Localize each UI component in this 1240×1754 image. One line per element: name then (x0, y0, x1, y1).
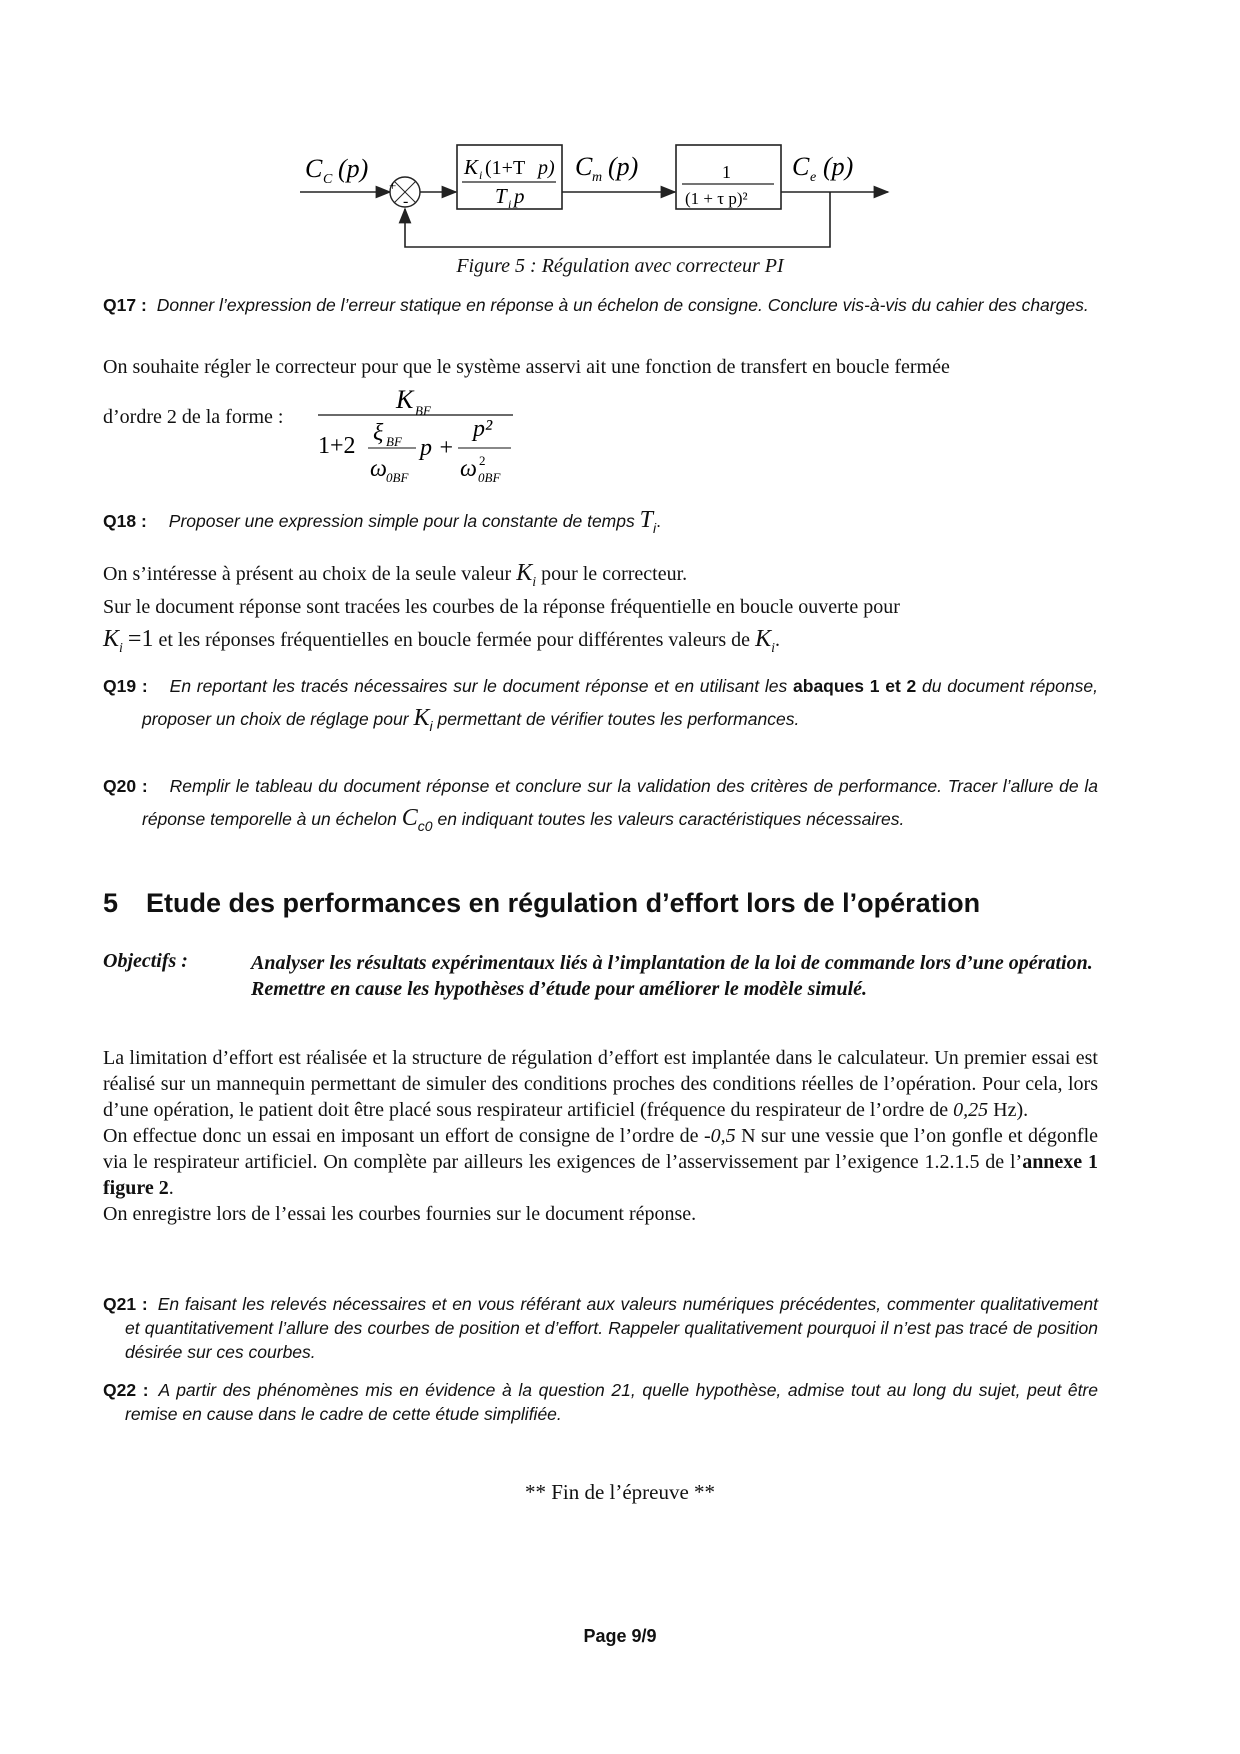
question-19: Q19 : En reportant les tracés nécessaires sur le document réponse et en utilisant les abaques 1 et 2 du document réponse, proposer un choix de réglage pour $K_i$ permettant de vérifier toutes les performances. (103, 676, 1098, 734)
input-sub: C (323, 172, 333, 187)
svg-text:K: K (396, 385, 414, 414)
body-paragraph: La limitation d’effort est réalisée et la structure de régulation d’effort est implantée dans le calculateur. Un premier essai est réalisé sur un mannequin permettant de simuler des conditions proches des conditions réelles de l’opération. Pour cela, lors d’une opération, le patient doit être placé sous respirateur artificiel (fréquence du respirateur de l’ordre de 0,25 Hz). On effectue donc un essai en imposant un effort de consigne de l’ordre de -0,5 N sur une vessie que l’on gonfle et dégonfle via le respirateur artificiel. On complète par ailleurs les exigences de l’asservissement par l’exigence 1.2.1.5 de l’annexe 1 figure 2. On enregistre lors de l’essai les courbes fournies sur le document réponse. (103, 1047, 1099, 1225)
question-22: Q22 : A partir des phénomènes mis en évidence à la question 21, quelle hypothèse, admise tout au long du sujet, peut être remise en cause dans le cadre de cette étude simplifiée. (103, 1380, 1098, 1424)
svg-text:ω: ω (370, 456, 387, 482)
svg-text:1: 1 (722, 162, 731, 182)
input-label: C (305, 154, 323, 183)
svg-text:m: m (592, 170, 603, 185)
end-text: ** Fin de l’épreuve ** (524, 1480, 716, 1504)
svg-text:2: 2 (479, 453, 486, 468)
svg-text:(p): (p) (823, 152, 854, 181)
svg-text:(p): (p) (608, 152, 639, 181)
question-20: Q20 : Remplir le tableau du document réponse et conclure sur la validation des critères de performance. Tracer l’allure de la réponse temporelle à un échelon $C_{c0}$ en indiquant toutes les valeurs caractéristiques nécessaires. (103, 776, 1098, 834)
svg-text:e: e (810, 170, 817, 185)
objectives-label: Objectifs : (103, 950, 188, 972)
paragraph-line-3: $K_i =1$ et les réponses fréquentielles en boucle fermée pour différentes valeurs de $K_i$. (103, 626, 780, 656)
svg-text:p): p) (538, 157, 555, 179)
svg-text:ω: ω (460, 456, 477, 482)
paragraph-ki-choice: On s’intéresse à présent au choix de la seule valeur $K_i$ pour le correcteur. (103, 560, 688, 590)
objectives-text: Analyser les résultats expérimentaux liés à l’implantation de la loi de commande lors d’une opération. Remettre en cause les hypothèses d’étude pour améliorer le modèle simulé. (251, 952, 1093, 1000)
intro-line-2: d’ordre 2 de la forme : (103, 406, 284, 428)
question-label: Q17 : (103, 295, 147, 315)
svg-text:p: p (514, 184, 525, 208)
block-diagram (290, 140, 910, 255)
figure-caption: Figure 5 : Régulation avec correcteur PI (456, 255, 784, 277)
input-arg: (p) (338, 154, 369, 183)
svg-text:p +: p + (420, 435, 455, 461)
transfer-function-formula (318, 380, 518, 490)
section-heading: 5 Etude des performances en régulation d’effort lors de l’opération (103, 888, 981, 918)
page-footer: Page 9/9 (583, 1626, 657, 1646)
svg-text:i: i (479, 168, 483, 182)
svg-text:K: K (464, 155, 479, 179)
svg-text:p²: p² (473, 416, 493, 442)
svg-text:i: i (508, 197, 512, 211)
svg-text:BF: BF (386, 434, 402, 449)
svg-text:(1 + τ p)²: (1 + τ p)² (685, 189, 748, 208)
svg-text:BF: BF (415, 403, 431, 418)
intro-line-1: On souhaite régler le correcteur pour que le système asservi ait une fonction de transfert en boucle fermée (103, 356, 950, 378)
minus-sign: - (403, 193, 409, 210)
svg-text:1+2: 1+2 (318, 433, 356, 459)
svg-text:T: T (495, 184, 507, 208)
output-label: C (792, 152, 810, 181)
question-21: Q21 : En faisant les relevés nécessaires et en vous référant aux valeurs numériques précédentes, commenter qualitativement et quantitativement l’allure des courbes de position et d’effort. Rappeler qualitativement pourquoi il n’est pas tracé de position désirée sur ces courbes. (103, 1294, 1098, 1362)
question-18: Q18 : Proposer une expression simple pour la constante de temps $T_i$. (103, 507, 661, 536)
paragraph-line-2: Sur le document réponse sont tracées les courbes de la réponse fréquentielle en boucle ouverte pour (103, 596, 900, 618)
svg-text:0BF: 0BF (386, 470, 409, 485)
svg-text:0BF: 0BF (478, 470, 501, 485)
svg-text:ξ: ξ (373, 420, 384, 446)
plus-sign: + (389, 178, 397, 193)
question-17: Q17 : Donner l’expression de l’erreur statique en réponse à un échelon de consigne. Conclure vis-à-vis du cahier des charges. (103, 295, 1089, 315)
mid-label: C (575, 152, 593, 181)
svg-text:(1+T: (1+T (485, 157, 526, 179)
